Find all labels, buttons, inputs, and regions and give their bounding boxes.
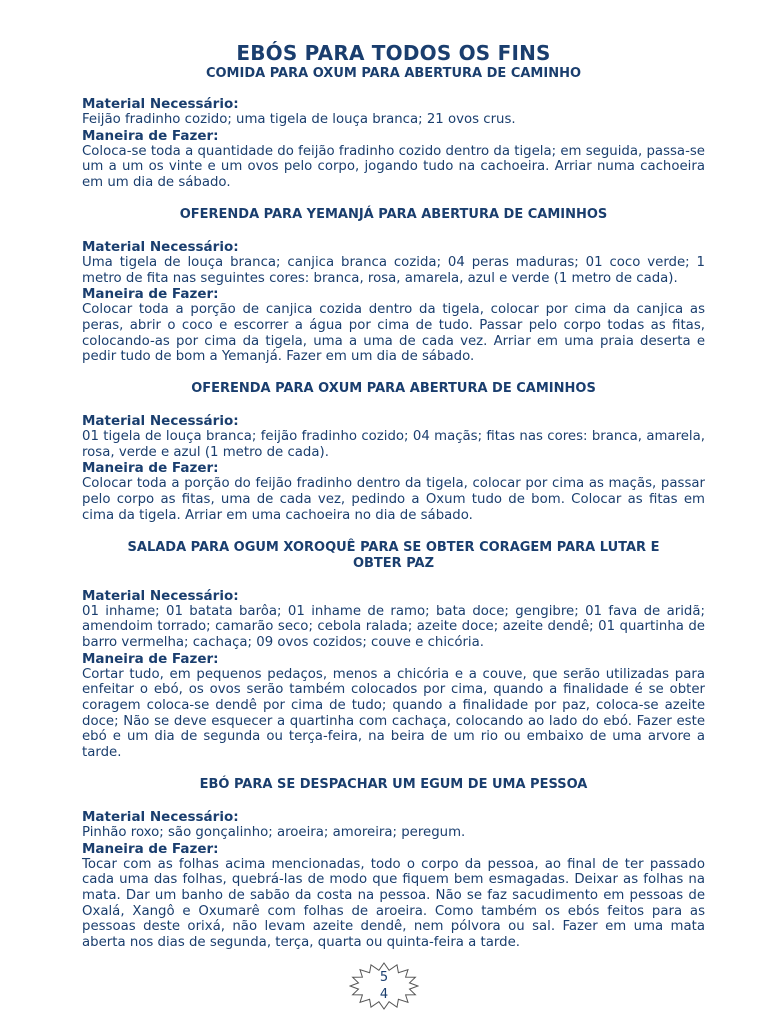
material-text: Feijão fradinho cozido; uma tigela de louça branca; 21 ovos crus. [82,112,516,127]
method-label: Maneira de Fazer: [82,840,219,857]
section-heading: OFERENDA PARA OXUM PARA ABERTURA DE CAMINHOS [191,381,596,397]
method-label: Maneira de Fazer: [82,460,219,477]
method-label: Maneira de Fazer: [82,286,219,303]
material-text: 01 tigela de louça branca; feijão fradinho cozido; 04 maçãs; fitas nas cores: branca, amarela, rosa, verde e azul (1 metro de cada). [82,429,705,460]
section-heading: SALADA PARA OGUM XOROQUÊ PARA SE OBTER CORAGEM PARA LUTAR E OBTER PAZ [127,539,660,571]
material-text: Pinhão roxo; são gonçalinho; aroeira; amoreira; peregum. [82,824,466,840]
document-subtitle: COMIDA PARA OXUM PARA ABERTURA DE CAMINHO [205,66,582,81]
material-text: 01 inhame; 01 batata barôa; 01 inhame de ramo; bata doce; gengibre; 01 fava de aridã; amendoim torrado; camarão seco; cebola ralada; azeite doce; azeite dendê; 01 quartinha de barro vermelha; cachaça; 09 ovos cozidos; couve e chicória. [82,603,705,650]
section-heading: EBÓ PARA SE DESPACHAR UM EGUM DE UMA PESSOA [199,776,588,792]
recipe-section [82,96,705,191]
material-label: Material Necessário: [82,587,239,604]
method-label: Maneira de Fazer: [82,127,219,144]
material-label: Material Necessário: [82,808,239,825]
material-label: Material Necessário: [82,96,239,112]
section-heading: OFERENDA PARA YEMANJÁ PARA ABERTURA DE CAMINHOS [179,206,608,222]
page-number-top: 5 [379,970,389,985]
method-text: Colocar toda a porção do feijão fradinho dentro da tigela, colocar por cima as maçãs, passar pelo corpo as fitas, uma de cada vez, pedindo a Oxum tudo de bom. Colocar as fitas em cima da tigela. Arriar em uma cachoeira no dia de sábado. [82,476,705,523]
material-label: Material Necessário: [82,238,239,255]
page-number-badge [349,962,419,1010]
recipe-section [82,540,705,761]
document-title: EBÓS PARA TODOS OS FINS [236,41,551,65]
page-number-bottom: 4 [379,987,389,1002]
document-page [82,40,705,951]
method-text: Cortar tudo, em pequenos pedaços, menos a chicória e a couve, que serão utilizadas para enfeitar o ebó, os ovos serão também colocados por cima, quando a finalidade é se obter coragem coloca-se dendê por cima de tudo; quando a finalidade por paz, coloca-se azeite doce; Não se deve esquecer a quartinha com cachaça, colocando ao lado do ebó. Fazer este ebó e um dia de segunda ou terça-feira, na beira de um rio ou embaixo de uma arvore a tarde. [82,666,705,761]
material-label: Material Necessário: [82,413,239,430]
page-number-text [349,969,419,1003]
material-text: Uma tigela de louça branca; canjica branca cozida; 04 peras maduras; 01 coco verde; 1 metro de fita nas seguintes cores: branca, rosa, amarela, azul e verde (1 metro de cada). [82,254,705,286]
method-label: Maneira de Fazer: [82,650,219,667]
method-text: Colocar toda a porção de canjica cozida dentro da tigela, colocar por cima da canjica as peras, abrir o coco e escorrer a água por cima de tudo. Passar pelo corpo todas as fitas, colocando-as por cima da tigela, uma a uma de cada vez. Arriar em uma praia deserta e pedir tudo de bom a Yemanjá. Fazer em um dia de sábado. [82,302,705,365]
method-text: Tocar com as folhas acima mencionadas, todo o corpo da pessoa, ao final de ter passado cada uma das folhas, quebrá-las de modo que fiquem bem esmagadas. Deixar as folhas na mata. Dar um banho de sabão da costa na pessoa. Não se faz sacudimento em pessoas de Oxalá, Xangô e Oxumarê com folhas de aroeira. Como também os ebós feitos para as pessoas deste orixá, não levam azeite dendê, nem pólvora ou sal. Fazer em uma mata aberta nos dias de segunda, terça, quarta ou quinta-feira a tarde. [82,856,705,951]
method-text: Coloca-se toda a quantidade do feijão fradinho cozido dentro da tigela; em seguida, passa-se um a um os vinte e um ovos pelo corpo, jogando tudo na cachoeira. Arriar numa cachoeira em um dia de sábado. [82,143,705,191]
recipe-section [82,207,705,365]
recipe-section [82,381,705,524]
recipe-section [82,777,705,951]
